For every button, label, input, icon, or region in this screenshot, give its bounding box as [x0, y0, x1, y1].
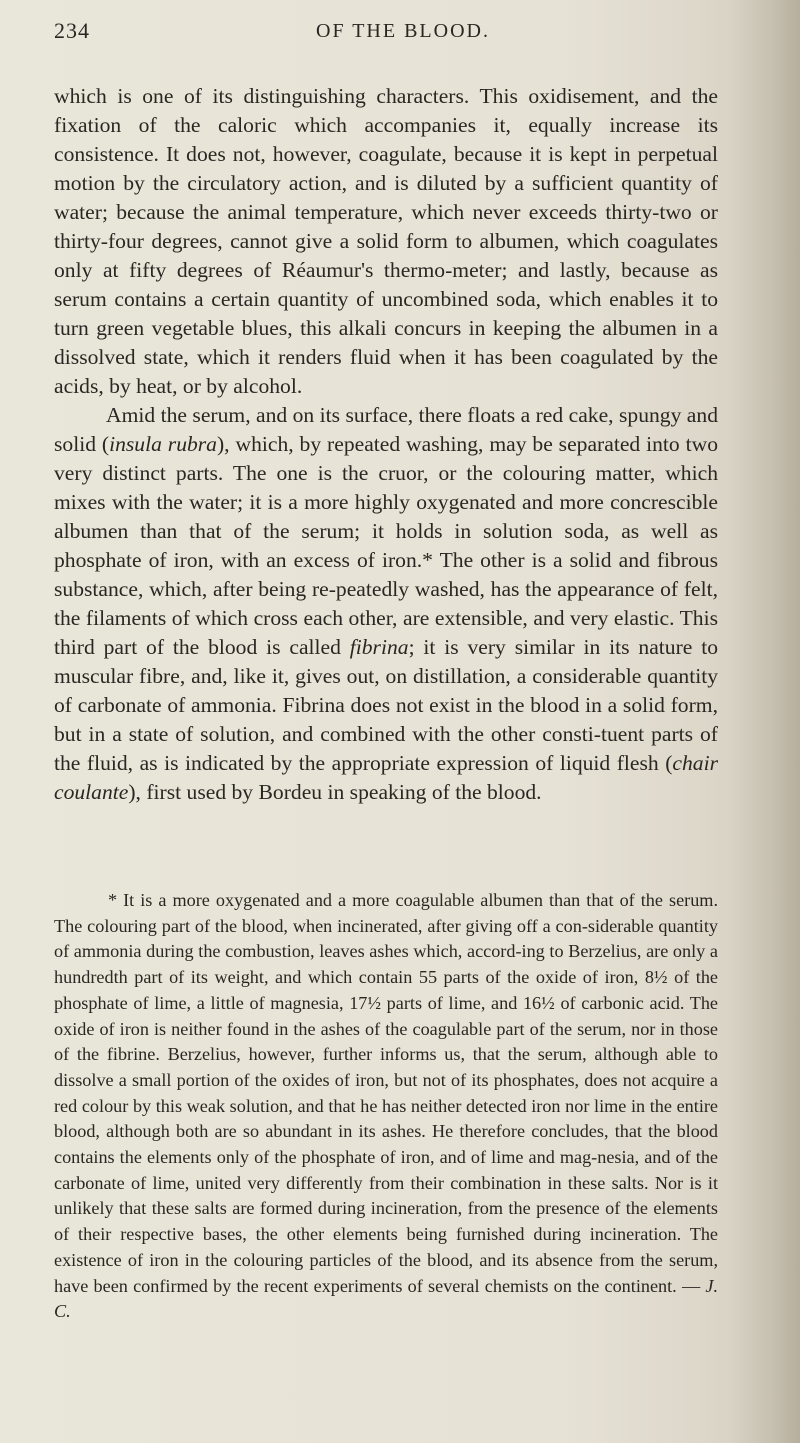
italic-term-insula-rubra: insula rubra — [109, 432, 217, 456]
footnote-signature: J. C. — [54, 1275, 718, 1322]
paragraph-text: Amid the serum, and on its surface, there floats a red cake, spungy and solid ( — [54, 403, 718, 456]
running-head: OF THE BLOOD. — [316, 20, 490, 42]
paragraph-text: ; it is very similar in its nature to muscular fibre, and, like it, gives out, on distillation, a considerable quantity of carbonate of ammonia. Fibrina does not exist in the blood in a solid form, but in a state of solution, and combined with the other consti-tuent parts of the fluid, as is indicated by the appropriate expression of liquid flesh ( — [54, 635, 718, 775]
paragraph-text: ), which, by repeated washing, may be separated into two very distinct parts. The one is the cruor, or the colouring matter, which mixes with the water; it is a more highly oxygenated and more concrescible albumen than that of the serum; it holds in solution soda, as well as phosphate of iron, with an excess of iron.* The other is a solid and fibrous substance, which, after being re-peatedly washed, has the appearance of felt, the filaments of which cross each other, are extensible, and very elastic. This third part of the blood is called — [54, 432, 718, 659]
footnote-body: * It is a more oxygenated and a more coagulable albumen than that of the serum. The colouring part of the blood, when incinerated, after giving off a con-siderable quantity of ammonia during the combustion, leaves ashes which, accord-ing to Berzelius, are only a hundredth part of its weight, and which contain 55 parts of the oxide of iron, 8½ of the phosphate of lime, a little of magnesia, 17½ parts of lime, and 16½ of carbonic acid. The oxide of iron is neither found in the ashes of the coagulable part of the serum, nor in those of the fibrine. Berzelius, however, further informs us, that the serum, although able to dissolve a small portion of the oxides of iron, but not of its phosphates, does not acquire a red colour by this weak solution, and that he has neither detected iron nor lime in the entire blood, although both are so abundant in its ashes. He therefore concludes, that the blood contains the elements only of the phosphate of iron, and of lime and mag-nesia, and of the carbonate of lime, united very differently from their combination in these salts. Nor is it unlikely that these salts are formed during incineration, from the presence of the elements of their respective bases, the other elements being furnished during incineration. The existence of iron in the colouring particles of the blood, and its absence from the serum, have been confirmed by the recent experiments of several chemists on the continent. — — [54, 890, 718, 1296]
paragraph-red-cake — [54, 401, 718, 807]
paragraph-text: ), first used by Bordeu in speaking of the blood. — [128, 780, 542, 804]
page-number: 234 — [54, 18, 90, 43]
italic-term-chair-coulante: chair coulante — [54, 751, 718, 804]
paragraph-serum-properties — [54, 82, 718, 401]
footnote — [54, 888, 718, 1325]
paragraph-text: which is one of its distinguishing characters. This oxidisement, and the fixation of the caloric which accompanies it, equally increase its consistence. It does not, however, coagulate, because it is kept in perpetual motion by the circulatory action, and is diluted by a sufficient quantity of water; because the animal temperature, which never exceeds thirty-two or thirty-four degrees, cannot give a solid form to albumen, which coagulates only at fifty degrees of Réaumur's thermo-meter; and lastly, because as serum contains a certain quantity of uncombined soda, which enables it to turn green vegetable blues, this alkali concurs in keeping the albumen in a dissolved state, which it renders fluid when it has been coagulated by the acids, by heat, or by alcohol. — [54, 84, 718, 398]
page-header — [54, 18, 719, 58]
page-edge-shadow — [730, 0, 800, 1443]
italic-term-fibrina: fibrina — [349, 635, 409, 659]
footnote-text — [54, 888, 718, 1325]
main-text — [54, 82, 718, 807]
